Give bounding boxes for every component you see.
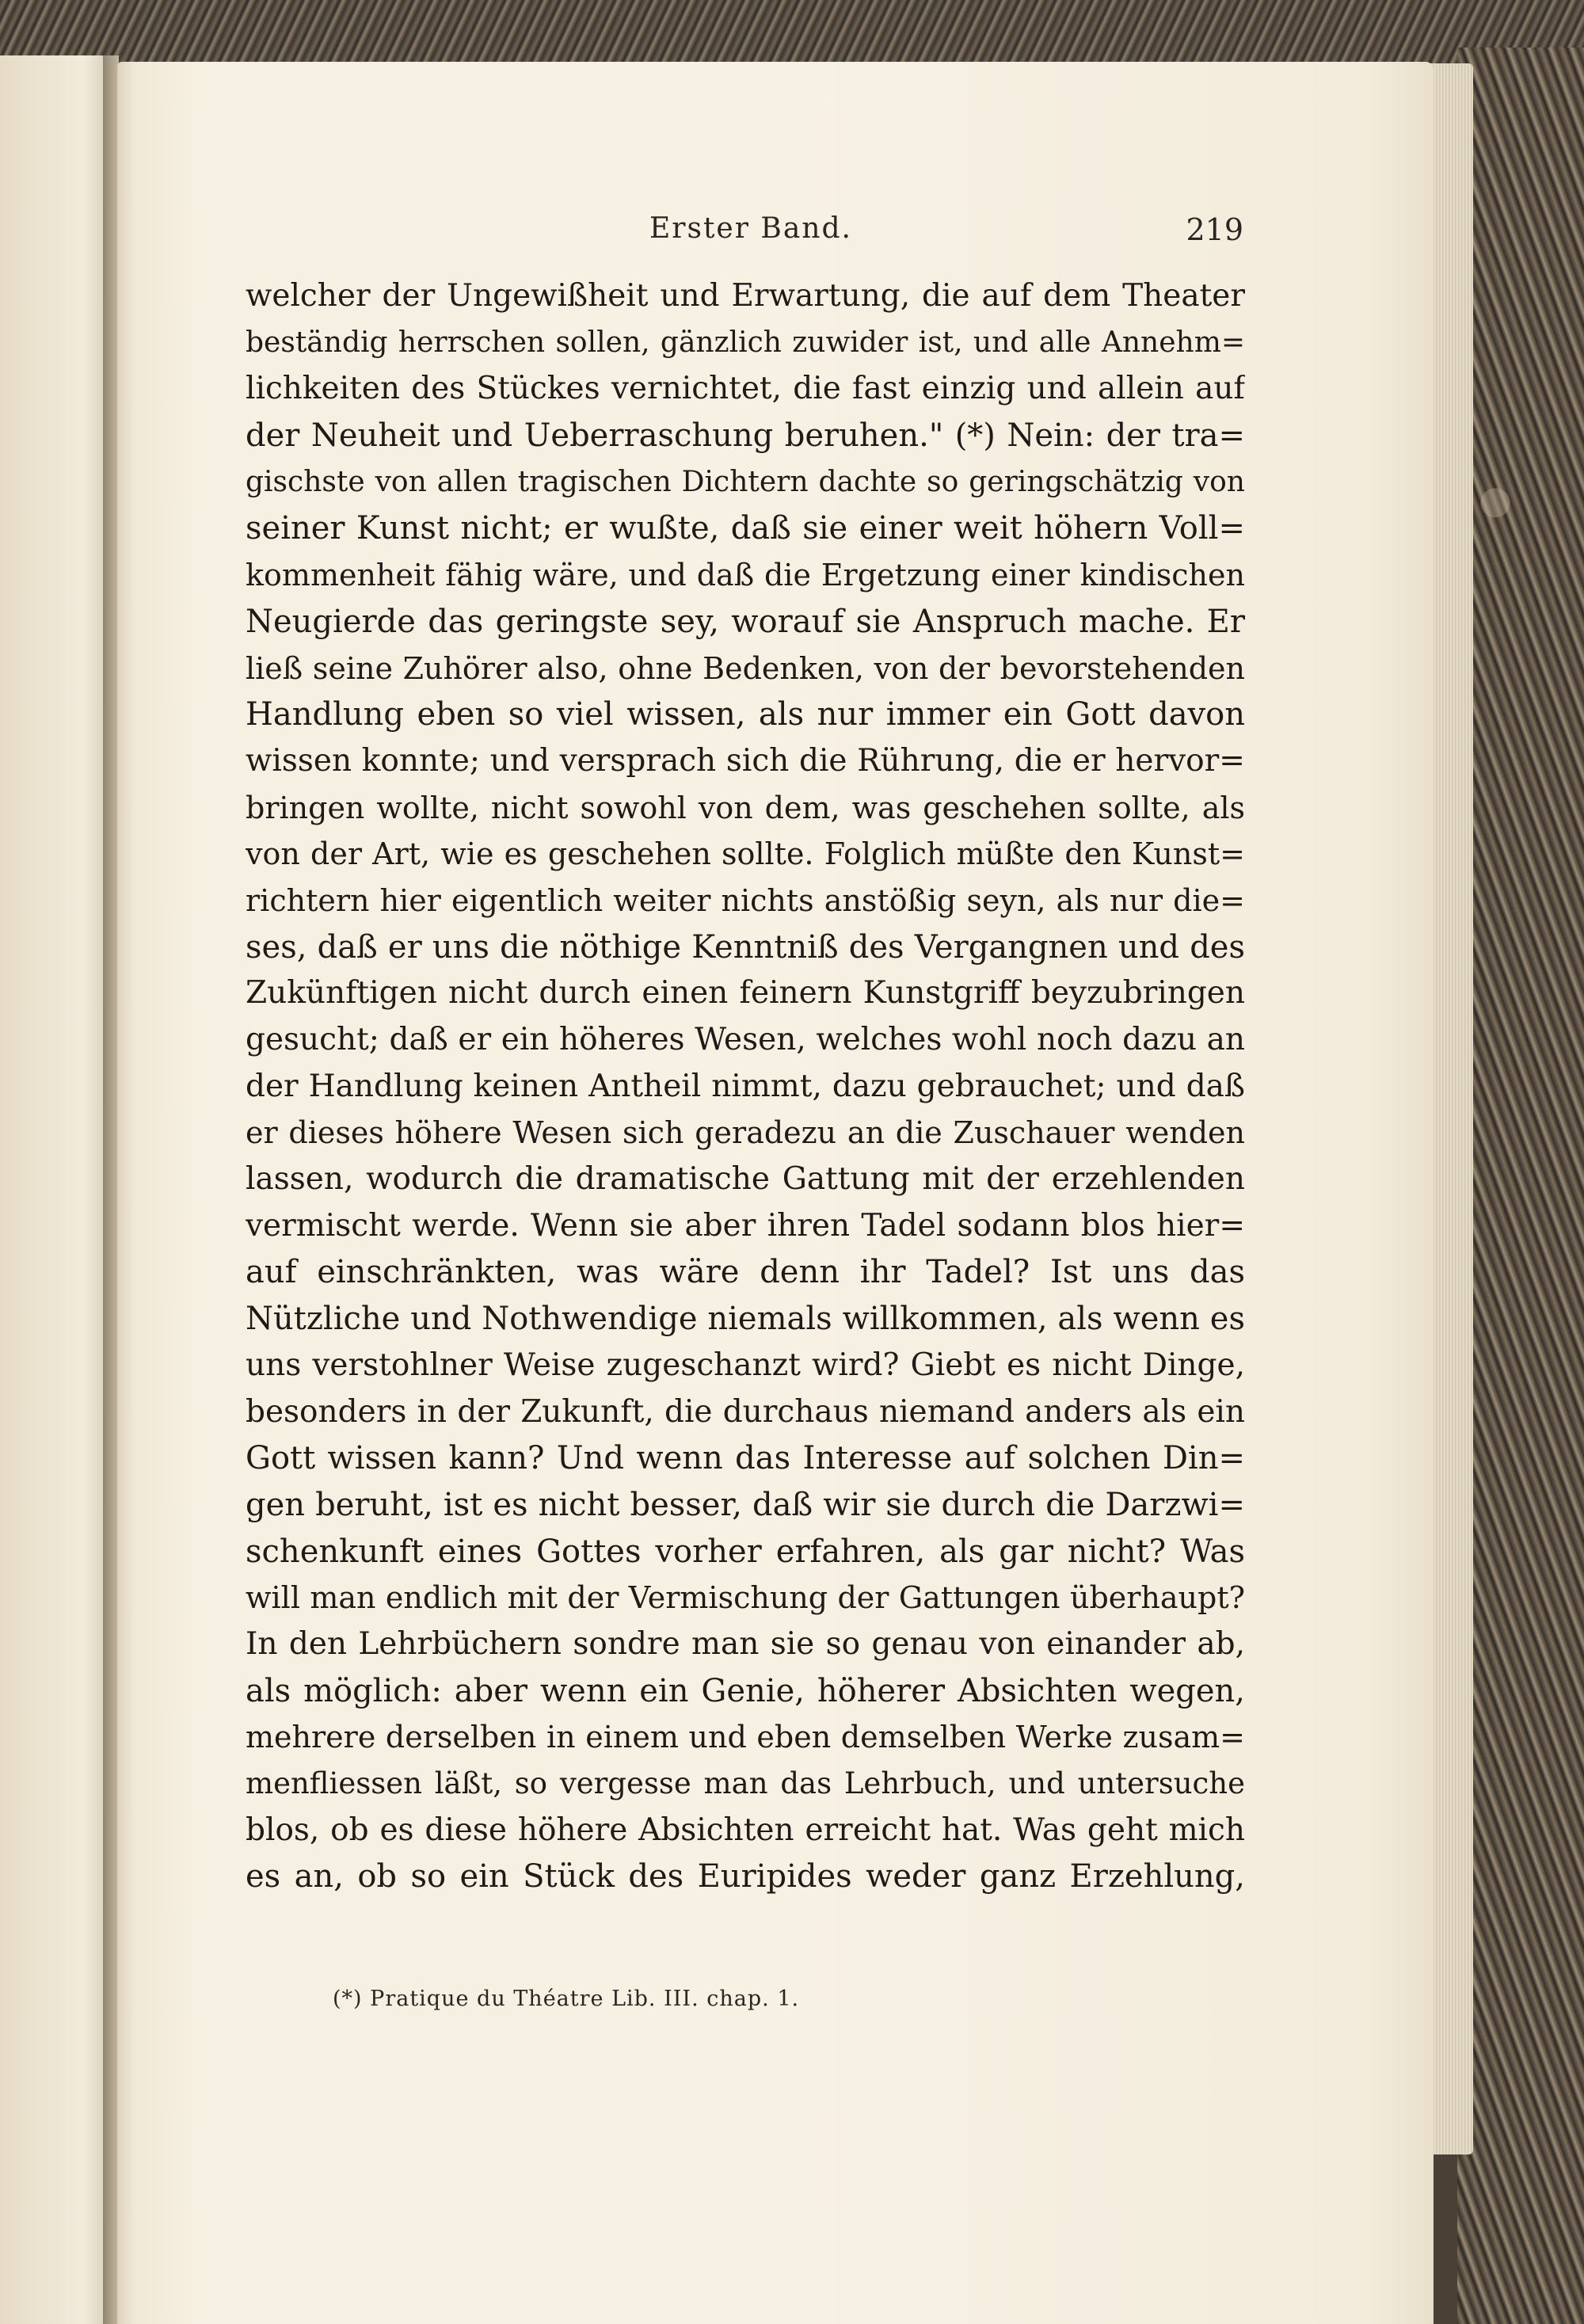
text-line: als möglich: aber wenn ein Genie, höherer Absichten wegen,	[246, 1672, 1245, 1709]
body-text	[246, 273, 1245, 1900]
spine-shadow	[103, 55, 135, 2324]
text-line: der Neuheit und Ueberraschung beruhen." (*) Nein: der tra=	[246, 417, 1245, 455]
footnote: (*) Pratique du Théatre Lib. III. chap. 1.	[333, 1987, 800, 2011]
text-line: mehrere derselben in einem und eben demselben Werke zusam=	[246, 1720, 1245, 1755]
text-line: seiner Kunst nicht; er wußte, daß sie einer weit höhern Voll=	[246, 510, 1245, 547]
text-line: wissen konnte; und versprach sich die Rührung, die er hervor=	[246, 742, 1245, 779]
text-line: Zukünftigen nicht durch einen feinern Kunstgriff beyzubringen	[246, 975, 1245, 1012]
page-number: 219	[1186, 212, 1243, 247]
text-line: In den Lehrbüchern sondre man sie so genau von einander ab,	[246, 1625, 1245, 1662]
text-line: beständig herrschen sollen, gänzlich zuwider ist, und alle Annehm=	[246, 326, 1245, 359]
text-line: er dieses höhere Wesen sich geradezu an die Zuschauer wenden	[246, 1115, 1245, 1151]
text-line: gischste von allen tragischen Dichtern dachte so geringschätzig von	[246, 465, 1245, 498]
text-line: vermischt werde. Wenn sie aber ihren Tadel sodann blos hier=	[246, 1207, 1245, 1244]
text-line: ließ seine Zuhörer also, ohne Bedenken, von der bevorstehenden	[246, 650, 1245, 686]
book-cover-right	[1457, 48, 1584, 2324]
text-line: lassen, wodurch die dramatische Gattung mit der erzehlenden	[246, 1161, 1245, 1198]
text-line: gen beruht, ist es nicht besser, daß wir sie durch die Darzwi=	[246, 1486, 1245, 1523]
text-line: schenkunft eines Gottes vorher erfahren, als gar nicht? Was	[246, 1533, 1245, 1570]
text-line: ses, daß er uns die nöthige Kenntniß des Vergangnen und des	[246, 928, 1245, 966]
text-line: bringen wollte, nicht sowohl von dem, was geschehen sollte, als	[246, 790, 1245, 825]
text-line: von der Art, wie es geschehen sollte. Folglich müßte den Kunst=	[246, 836, 1245, 872]
text-line: auf einschränkten, was wäre denn ihr Tadel? Ist uns das	[246, 1254, 1245, 1291]
text-line: besonders in der Zukunft, die durchaus niemand anders als ein	[246, 1393, 1245, 1430]
text-line: kommenheit fähig wäre, und daß die Ergetzung einer kindischen	[246, 558, 1245, 593]
page-header	[246, 212, 1243, 260]
book-cover-top	[0, 0, 1584, 71]
text-line: will man endlich mit der Vermischung der Gattungen überhaupt?	[246, 1580, 1245, 1616]
text-line: es an, ob so ein Stück des Euripides weder ganz Erzehlung,	[246, 1858, 1245, 1895]
text-line: uns verstohlner Weise zugeschanzt wird? Giebt es nicht Dinge,	[246, 1347, 1245, 1383]
text-line: Neugierde das geringste sey, worauf sie Anspruch mache. Er	[246, 603, 1245, 640]
text-line: Nützliche und Nothwendige niemals willkommen, als wenn es	[246, 1301, 1245, 1338]
text-line: Gott wissen kann? Und wenn das Interesse auf solchen Din=	[246, 1440, 1245, 1477]
text-line: Handlung eben so viel wissen, als nur immer ein Gott davon	[246, 696, 1245, 733]
text-line: gesucht; daß er ein höheres Wesen, welches wohl noch dazu an	[246, 1022, 1245, 1057]
running-head: Erster Band.	[649, 212, 852, 245]
text-line: menfliessen läßt, so vergesse man das Lehrbuch, und untersuche	[246, 1766, 1245, 1800]
text-line: der Handlung keinen Antheil nimmt, dazu gebrauchet; und daß	[246, 1068, 1245, 1104]
text-line: richtern hier eigentlich weiter nichts anstößig seyn, als nur die=	[246, 882, 1245, 918]
text-line: blos, ob es diese höhere Absichten erreicht hat. Was geht mich	[246, 1812, 1245, 1848]
text-line: welcher der Ungewißheit und Erwartung, die auf dem Theater	[246, 278, 1245, 314]
text-line: lichkeiten des Stückes vernichtet, die fast einzig und allein auf	[246, 371, 1245, 407]
left-page-edge	[0, 55, 119, 2324]
